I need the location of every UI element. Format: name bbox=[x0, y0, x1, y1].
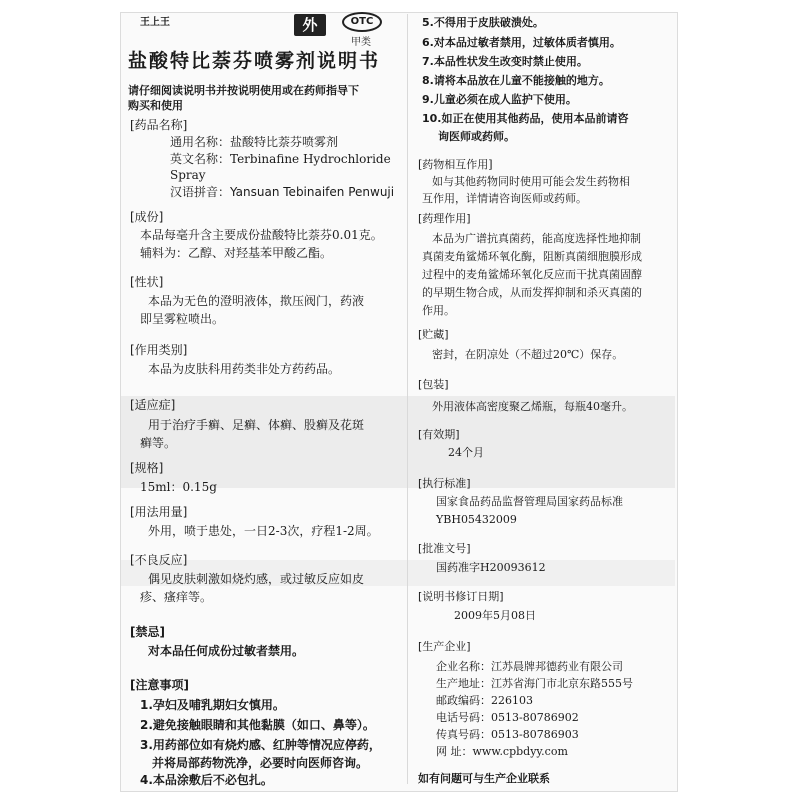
manufacturer-postcode: 邮政编码：226103 bbox=[436, 694, 533, 707]
manufacturer-address: 生产地址：江苏省海门市北京东路555号 bbox=[436, 677, 633, 690]
precaution-item-8: 8.请将本品放在儿童不能接触的地方。 bbox=[422, 74, 610, 87]
indications-line-2: 癣等。 bbox=[140, 436, 177, 450]
standard-line-2: YBH05432009 bbox=[436, 513, 517, 526]
english-name-line-1: 英文名称：Terbinafine Hydrochloride bbox=[170, 152, 391, 166]
validity-line-1: 24个月 bbox=[448, 446, 484, 459]
revision-line-1: 2009年5月08日 bbox=[454, 609, 536, 622]
package-line-1: 外用液体高密度聚乙烯瓶，每瓶40毫升。 bbox=[432, 400, 633, 413]
section-heading-revision: [说明书修订日期] bbox=[418, 590, 504, 603]
section-heading-indications: [适应症] bbox=[130, 398, 176, 412]
appearance-line-1: 本品为无色的澄明液体，揿压阀门，药液 bbox=[148, 294, 365, 308]
precaution-item-9: 9.儿童必须在成人监护下使用。 bbox=[422, 93, 577, 106]
column-divider bbox=[407, 14, 408, 784]
contact-footer: 如有问题可与生产企业联系 bbox=[418, 772, 550, 785]
manufacturer-phone: 电话号码：0513-80786902 bbox=[436, 711, 579, 724]
document-title: 盐酸特比萘芬喷雾剂说明书 bbox=[128, 50, 381, 72]
english-name-line-2: Spray bbox=[170, 168, 206, 182]
section-heading-drug-name: [药品名称] bbox=[130, 118, 188, 132]
section-heading-pharmacology: [药理作用] bbox=[418, 212, 471, 225]
section-heading-spec: [规格] bbox=[130, 461, 164, 475]
section-heading-ingredients: [成份] bbox=[130, 210, 164, 224]
manufacturer-website: 网 址：www.cpbdyy.com bbox=[436, 745, 568, 758]
spec-line-1: 15ml：0.15g bbox=[140, 480, 217, 494]
section-heading-package: [包装] bbox=[418, 378, 449, 391]
section-heading-interactions: [药物相互作用] bbox=[418, 158, 493, 171]
manufacturer-fax: 传真号码：0513-80786903 bbox=[436, 728, 579, 741]
interactions-line-2: 互作用，详情请咨询医师或药师。 bbox=[422, 192, 587, 205]
category-line-1: 本品为皮肤科用药类非处方药药品。 bbox=[148, 362, 341, 376]
ingredients-line-2: 辅料为：乙醇、对羟基苯甲酸乙酯。 bbox=[140, 246, 333, 260]
section-heading-contraindications: [禁忌] bbox=[130, 625, 165, 639]
section-heading-standard: [执行标准] bbox=[418, 477, 471, 490]
indications-line-1: 用于治疗手癣、足癣、体癣、股癣及花斑 bbox=[148, 418, 365, 432]
precaution-item-2: 2.避免接触眼睛和其他黏膜（如口、鼻等）。 bbox=[140, 718, 375, 732]
precaution-item-1: 1.孕妇及哺乳期妇女慎用。 bbox=[140, 698, 285, 712]
adverse-line-2: 疹、瘙痒等。 bbox=[140, 590, 213, 604]
appearance-line-2: 即呈雾粒喷出。 bbox=[140, 312, 225, 326]
usage-line-1: 外用，喷于患处，一日2-3次，疗程1-2周。 bbox=[148, 524, 379, 538]
section-heading-approval: [批准文号] bbox=[418, 542, 471, 555]
notice-line-2: 购买和使用 bbox=[128, 99, 183, 112]
section-heading-storage: [贮藏] bbox=[418, 328, 449, 341]
otc-class-label: 甲类 bbox=[351, 37, 371, 48]
brand-logo: 王上王 bbox=[140, 17, 170, 28]
interactions-line-1: 如与其他药物同时使用可能会发生药物相 bbox=[432, 175, 630, 188]
section-heading-precautions: [注意事项] bbox=[130, 678, 189, 692]
precaution-item-5: 5.不得用于皮肤破溃处。 bbox=[422, 16, 544, 29]
precaution-item-3a: 3.用药部位如有烧灼感、红肿等情况应停药， bbox=[140, 738, 381, 752]
section-heading-adverse: [不良反应] bbox=[130, 553, 188, 567]
adverse-line-1: 偶见皮肤刺激如烧灼感，或过敏反应如皮 bbox=[148, 572, 365, 586]
precaution-item-7: 7.本品性状发生改变时禁止使用。 bbox=[422, 55, 588, 68]
pinyin-name: 汉语拼音：Yansuan Tebinaifen Penwuji bbox=[170, 185, 395, 199]
pharmacology-line-5: 作用。 bbox=[422, 304, 455, 317]
precaution-item-3b: 并将局部药物洗净，必要时向医师咨询。 bbox=[152, 756, 369, 770]
pharmacology-line-1: 本品为广谱抗真菌药，能高度选择性地抑制 bbox=[432, 232, 641, 245]
pharmacology-line-3: 过程中的麦角鲨烯环氧化反应而干扰真菌固醇 bbox=[422, 268, 642, 281]
generic-name: 通用名称：盐酸特比萘芬喷雾剂 bbox=[170, 135, 339, 149]
manufacturer-name: 企业名称：江苏晨牌邦德药业有限公司 bbox=[436, 660, 623, 673]
otc-badge: OTC bbox=[342, 12, 382, 32]
ingredients-line-1: 本品每毫升含主要成份盐酸特比萘芬0.01克。 bbox=[140, 228, 383, 242]
precaution-item-10a: 10.如正在使用其他药品，使用本品前请咨 bbox=[422, 112, 629, 125]
precaution-item-10b: 询医师或药师。 bbox=[438, 130, 515, 143]
notice-line-1: 请仔细阅读说明书并按说明使用或在药师指导下 bbox=[128, 84, 359, 97]
section-heading-appearance: [性状] bbox=[130, 275, 164, 289]
pharmacology-line-2: 真菌麦角鲨烯环氧化酶，阻断真菌细胞膜形成 bbox=[422, 250, 642, 263]
approval-line-1: 国药准字H20093612 bbox=[436, 561, 546, 574]
precaution-item-6: 6.对本品过敏者禁用，过敏体质者慎用。 bbox=[422, 36, 621, 49]
pharmacology-line-4: 的早期生物合成，从而发挥抑制和杀灭真菌的 bbox=[422, 286, 642, 299]
section-heading-usage: [用法用量] bbox=[130, 505, 188, 519]
standard-line-1: 国家食品药品监督管理局国家药品标准 bbox=[436, 495, 623, 508]
section-heading-manufacturer: [生产企业] bbox=[418, 640, 471, 653]
contraindications-line-1: 对本品任何成份过敏者禁用。 bbox=[148, 644, 305, 658]
external-use-mark: 外 bbox=[294, 14, 326, 36]
storage-line-1: 密封，在阴凉处（不超过20℃）保存。 bbox=[432, 348, 624, 361]
section-heading-validity: [有效期] bbox=[418, 428, 460, 441]
section-heading-category: [作用类别] bbox=[130, 343, 188, 357]
precaution-item-4: 4.本品涂敷后不必包扎。 bbox=[140, 773, 273, 787]
